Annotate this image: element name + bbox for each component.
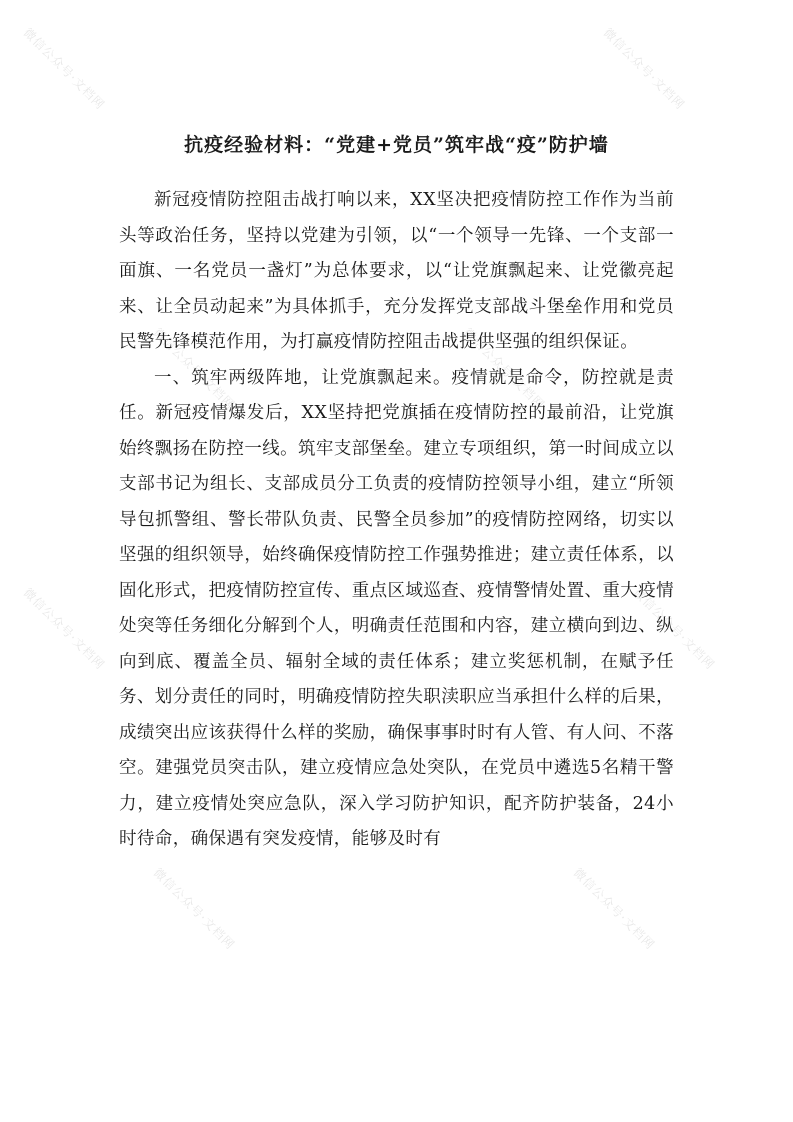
paragraph-section-one: 一、筑牢两级阵地，让党旗飘起来。疫情就是命令，防控就是责任。新冠疫情爆发后，XX坚持把党旗插在疫情防控的最前沿，让党旗始终飘扬在防控一线。筑牢支部堡垒。建立专项组织，第一时间成立以支部书记为组长、支部成员分工负责的疫情防控领导小组，建立“所领导包抓警组、警长带队负责、民警全员参加”的疫情防控网络，切实以坚强的组织领导，始终确保疫情防控工作强势推进；建立责任体系，以固化形式，把疫情防控宣传、重点区域巡查、疫情警情处置、重大疫情处突等任务细化分解到个人，明确责任范围和内容，建立横向到边、纵向到底、覆盖全员、辐射全域的责任体系；建立奖惩机制，在赋予任务、划分责任的同时，明确疫情防控失职渎职应当承担什么样的后果，成绩突出应该获得什么样的奖励，确保事事时时有人管、有人问、不落空。建强党员突击队，建立疫情应急处突队，在党员中遴选5名精干警力，建立疫情处突应急队，深入学习防护知识，配齐防护装备，24小时待命，确保遇有突发疫情，能够及时有 <box>119 367 674 849</box>
watermark: 微信公众号·文档网 <box>600 25 688 113</box>
document-body <box>119 183 674 858</box>
paragraph-intro: 新冠疫情防控阻击战打响以来，XX坚决把疫情防控工作作为当前头等政治任务，坚持以党建为引领，以“一个领导一先锋、一个支部一面旗、一名党员一盏灯”为总体要求，以“让党旗飘起来、让党徽亮起来、让全员动起来”为具体抓手，充分发挥党支部战斗堡垒作用和党员民警先锋模范作用，为打赢疫情防控阻击战提供坚强的组织保证。 <box>119 190 674 352</box>
watermark: 微信公众号·文档网 <box>20 585 108 673</box>
watermark: 微信公众号·文档网 <box>570 865 658 953</box>
watermark: 微信公众号·文档网 <box>630 585 718 673</box>
watermark: 微信公众号·文档网 <box>150 325 238 413</box>
watermark: 微信公众号·文档网 <box>460 325 548 413</box>
watermark: 微信公众号·文档网 <box>20 25 108 113</box>
document-title: 抗疫经验材料：“党建+党员”筑牢战“疫”防护墙 <box>184 134 609 156</box>
watermark: 微信公众号·文档网 <box>150 865 238 953</box>
